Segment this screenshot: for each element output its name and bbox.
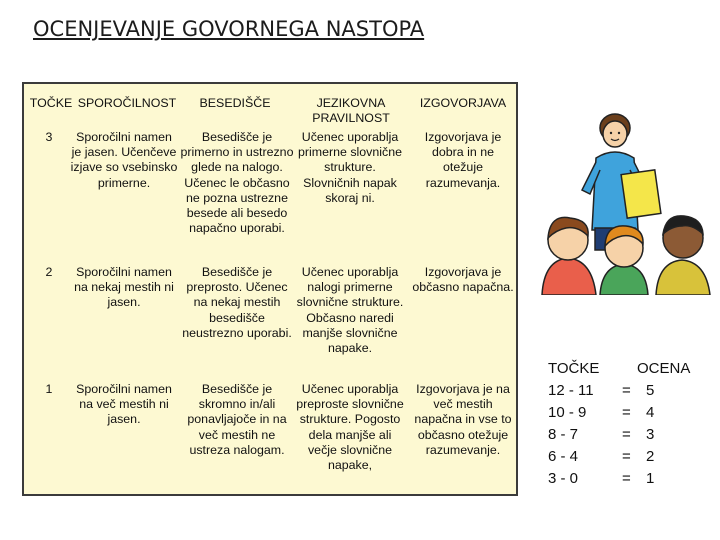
grading-grade: 4 xyxy=(646,404,655,421)
header-pronunciation: IZGOVORJAVA xyxy=(419,96,507,110)
row-grammar: Učenec uporablja primerne slovnične strukture. Slovničnih napak skoraj ni. xyxy=(298,130,402,205)
row-vocabulary: Besedišče je preprosto. Učenec na nekaj mestih besedišče neustrezno uporabi. xyxy=(182,265,292,340)
rubric-table xyxy=(22,82,518,496)
row-pronunciation: Izgovorjava je na več mestih napačna in vse to občasno otežuje razumevanje. xyxy=(414,382,512,457)
grading-header-points: TOČKE xyxy=(548,360,600,377)
grading-row xyxy=(548,404,698,424)
student-figure xyxy=(542,217,596,295)
grading-grade: 2 xyxy=(646,448,655,465)
header-points: TOČKE xyxy=(29,96,73,110)
grading-grade: 3 xyxy=(646,426,655,443)
header-grammar: JEZIKOVNA PRAVILNOST xyxy=(312,96,390,126)
grading-equals: = xyxy=(622,426,631,443)
grading-row xyxy=(548,470,698,490)
header-vocabulary: BESEDIŠČE xyxy=(199,96,271,110)
row-grammar: Učenec uporablja nalogi primerne slovnične strukture. Občasno naredi manjše slovnične napake. xyxy=(296,265,404,356)
grading-row xyxy=(548,382,698,402)
page-title: OCENJEVANJE GOVORNEGA NASTOPA xyxy=(33,17,425,41)
row-pronunciation: Izgovorjava je dobra in ne otežuje razumevanja. xyxy=(424,130,502,190)
row-pronunciation: Izgovorjava je občasno napačna. xyxy=(412,265,514,295)
student-figure xyxy=(600,226,648,295)
row-purpose: Sporočilni namen na več mestih ni jasen. xyxy=(76,382,172,427)
row-points: 1 xyxy=(45,382,53,396)
row-points: 2 xyxy=(45,265,53,279)
row-purpose: Sporočilni namen na nekaj mestih ni jasen. xyxy=(74,265,174,310)
grading-equals: = xyxy=(622,382,631,399)
grading-equals: = xyxy=(622,448,631,465)
row-grammar: Učenec uporablja preproste slovnične strukture. Pogosto dela manjše ali večje slovnične napake, xyxy=(296,382,404,473)
grading-range: 3 - 0 xyxy=(548,470,579,487)
grading-equals: = xyxy=(622,470,631,487)
grading-range: 10 - 9 xyxy=(548,404,587,421)
grading-range: 12 - 11 xyxy=(548,382,594,399)
header-purpose: SPOROČILNOST xyxy=(77,96,177,110)
row-vocabulary: Besedišče je primerno in ustrezno glede na nalogo. Učenec le občasno ne pozna ustrezne besede ali besedo napačno uporabi. xyxy=(180,130,294,236)
student-figure xyxy=(656,216,710,295)
grading-range: 6 - 4 xyxy=(548,448,579,465)
grading-grade: 5 xyxy=(646,382,655,399)
grading-equals: = xyxy=(622,404,631,421)
grading-row xyxy=(548,426,698,446)
grading-row xyxy=(548,448,698,468)
grading-range: 8 - 7 xyxy=(548,426,579,443)
classroom-illustration xyxy=(538,110,714,295)
row-vocabulary: Besedišče je skromno in/ali ponavljajoče in na več mestih ne ustreza nalogam. xyxy=(187,382,287,457)
grading-grade: 1 xyxy=(646,470,655,487)
grading-header-grade: OCENA xyxy=(637,360,691,377)
row-points: 3 xyxy=(45,130,53,144)
row-purpose: Sporočilni namen je jasen. Učenčeve izjave so vsebinsko primerne. xyxy=(70,130,178,190)
